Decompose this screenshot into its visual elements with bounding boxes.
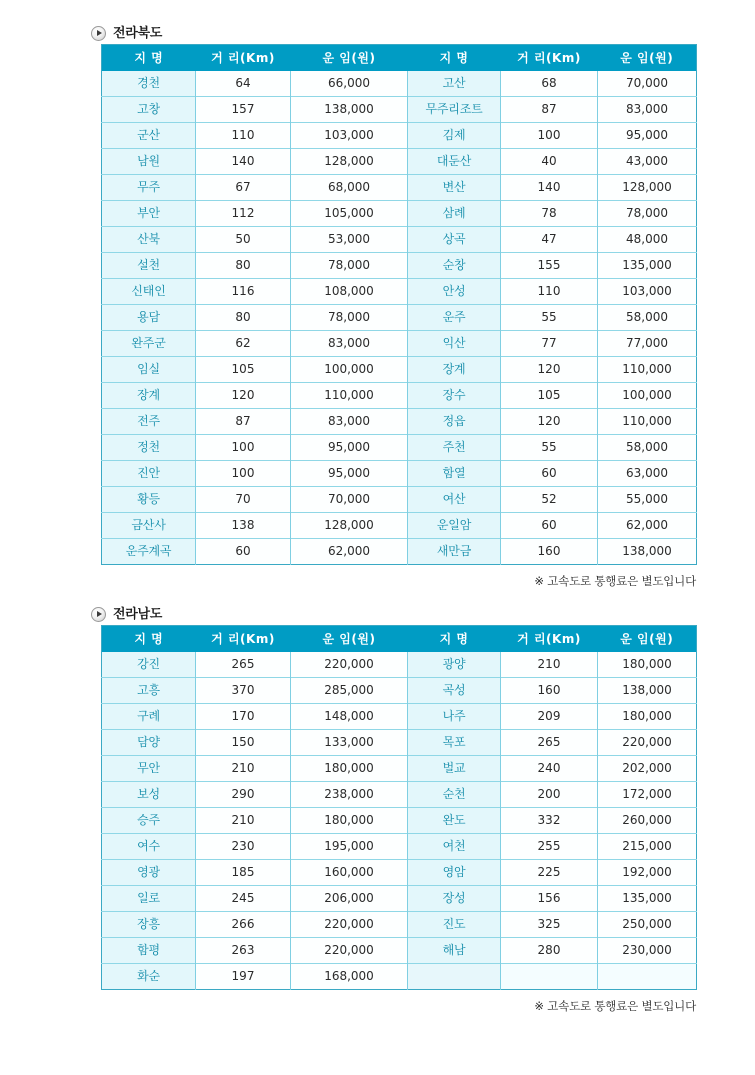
cell-fare: 103,000 [598,279,697,305]
table-body [102,71,697,565]
cell-distance: 263 [196,938,291,964]
cell-place-name: 김제 [408,123,501,149]
cell-fare: 70,000 [598,71,697,97]
column-header-distance-right: 거 리(Km) [501,626,598,653]
cell-place-name: 정천 [102,435,196,461]
cell-place-name: 정읍 [408,409,501,435]
table-row [102,253,697,279]
cell-place-name: 무주 [102,175,196,201]
cell-place-name: 여수 [102,834,196,860]
cell-distance: 266 [196,912,291,938]
table-row [102,539,697,565]
section-jeollanam-do [0,603,755,1014]
cell-place-name: 산북 [102,227,196,253]
cell-fare: 220,000 [598,730,697,756]
cell-distance: 87 [196,409,291,435]
cell-distance: 265 [196,652,291,678]
cell-distance: 62 [196,331,291,357]
column-header-distance-left: 거 리(Km) [196,626,291,653]
cell-distance: 156 [501,886,598,912]
cell-fare: 100,000 [598,383,697,409]
cell-distance: 80 [196,253,291,279]
cell-place-name: 여천 [408,834,501,860]
cell-place-name: 장계 [102,383,196,409]
column-header-distance-right: 거 리(Km) [501,45,598,72]
cell-distance: 197 [196,964,291,990]
table-row [102,704,697,730]
cell-fare: 180,000 [598,652,697,678]
cell-place-name: 경천 [102,71,196,97]
cell-distance: 240 [501,756,598,782]
cell-distance: 50 [196,227,291,253]
cell-fare: 78,000 [598,201,697,227]
cell-fare: 105,000 [291,201,408,227]
cell-distance: 105 [501,383,598,409]
section-title: 전라북도 [113,25,163,41]
table-row [102,461,697,487]
table-row [102,97,697,123]
cell-fare: 195,000 [291,834,408,860]
cell-fare: 68,000 [291,175,408,201]
table-row [102,834,697,860]
cell-fare: 202,000 [598,756,697,782]
cell-distance: 230 [196,834,291,860]
cell-place-name: 용담 [102,305,196,331]
cell-distance: 78 [501,201,598,227]
cell-place-name: 일로 [102,886,196,912]
cell-distance: 209 [501,704,598,730]
cell-distance: 52 [501,487,598,513]
table-row [102,730,697,756]
cell-fare: 230,000 [598,938,697,964]
cell-fare: 138,000 [598,678,697,704]
cell-distance: 325 [501,912,598,938]
cell-distance: 210 [501,652,598,678]
table-row [102,409,697,435]
column-header-fare-right: 운 임(원) [598,626,697,653]
cell-place-name: 남원 [102,149,196,175]
cell-fare: 172,000 [598,782,697,808]
cell-place-name: 승주 [102,808,196,834]
cell-distance: 140 [196,149,291,175]
cell-distance: 40 [501,149,598,175]
cell-fare: 58,000 [598,305,697,331]
cell-distance: 160 [501,539,598,565]
cell-place-name: 장수 [408,383,501,409]
table-row [102,175,697,201]
footnote-note: ※ 고속도로 통행료은 별도입니다 [534,574,696,588]
cell-place-name: 익산 [408,331,501,357]
cell-distance: 290 [196,782,291,808]
cell-place-name: 화순 [102,964,196,990]
cell-fare: 206,000 [291,886,408,912]
cell-fare: 110,000 [598,409,697,435]
cell-distance: 155 [501,253,598,279]
table-header-row [102,626,697,653]
cell-fare: 48,000 [598,227,697,253]
cell-distance: 120 [196,383,291,409]
cell-place-name: 무주리조트 [408,97,501,123]
cell-distance: 185 [196,860,291,886]
table-row [102,678,697,704]
section-title: 전라남도 [113,606,163,622]
cell-place-name: 장계 [408,357,501,383]
cell-fare: 138,000 [291,97,408,123]
cell-fare: 220,000 [291,938,408,964]
section-jeollabuk-do [0,22,755,589]
column-header-name-left: 지 명 [102,45,196,72]
cell-fare: 138,000 [598,539,697,565]
table-row [102,756,697,782]
table-header-row [102,45,697,72]
play-circle-icon [91,607,106,622]
cell-place-name: 장성 [408,886,501,912]
table-row [102,149,697,175]
cell-place-name: 벌교 [408,756,501,782]
table-row [102,782,697,808]
cell-fare: 53,000 [291,227,408,253]
table-row [102,938,697,964]
cell-fare: 58,000 [598,435,697,461]
cell-place-name: 장흥 [102,912,196,938]
cell-distance: 64 [196,71,291,97]
cell-place-name: 보성 [102,782,196,808]
table-row [102,279,697,305]
table-row [102,331,697,357]
cell-place-name: 목포 [408,730,501,756]
cell-distance: 100 [501,123,598,149]
cell-empty [598,964,697,990]
cell-fare: 180,000 [291,756,408,782]
cell-fare: 103,000 [291,123,408,149]
cell-distance: 160 [501,678,598,704]
cell-place-name: 순천 [408,782,501,808]
cell-place-name: 금산사 [102,513,196,539]
cell-place-name: 부안 [102,201,196,227]
cell-place-name: 군산 [102,123,196,149]
cell-empty [501,964,598,990]
cell-fare: 135,000 [598,253,697,279]
table-row [102,964,697,990]
cell-fare: 43,000 [598,149,697,175]
table-row [102,435,697,461]
cell-distance: 138 [196,513,291,539]
cell-fare: 83,000 [598,97,697,123]
cell-place-name: 임실 [102,357,196,383]
cell-distance: 200 [501,782,598,808]
table-row [102,487,697,513]
cell-place-name: 고산 [408,71,501,97]
cell-fare: 110,000 [598,357,697,383]
cell-distance: 332 [501,808,598,834]
cell-empty [408,964,501,990]
cell-fare: 220,000 [291,652,408,678]
cell-fare: 95,000 [598,123,697,149]
cell-fare: 78,000 [291,253,408,279]
cell-place-name: 완주군 [102,331,196,357]
section-header [0,603,755,625]
cell-place-name: 진도 [408,912,501,938]
cell-fare: 83,000 [291,331,408,357]
table-row [102,305,697,331]
column-header-name-right: 지 명 [408,45,501,72]
cell-distance: 210 [196,756,291,782]
cell-place-name: 신태인 [102,279,196,305]
table-row [102,860,697,886]
cell-fare: 168,000 [291,964,408,990]
cell-distance: 55 [501,435,598,461]
column-header-distance-left: 거 리(Km) [196,45,291,72]
cell-place-name: 광양 [408,652,501,678]
cell-distance: 105 [196,357,291,383]
cell-distance: 100 [196,461,291,487]
column-header-fare-left: 운 임(원) [291,626,408,653]
cell-distance: 87 [501,97,598,123]
column-header-name-right: 지 명 [408,626,501,653]
cell-place-name: 운주 [408,305,501,331]
cell-fare: 70,000 [291,487,408,513]
cell-place-name: 담양 [102,730,196,756]
cell-place-name: 운일암 [408,513,501,539]
cell-place-name: 함열 [408,461,501,487]
cell-fare: 108,000 [291,279,408,305]
footnote-note: ※ 고속도로 통행료은 별도입니다 [534,999,696,1013]
section-header [0,22,755,44]
cell-distance: 110 [501,279,598,305]
cell-fare: 180,000 [598,704,697,730]
cell-fare: 128,000 [291,513,408,539]
cell-place-name: 해남 [408,938,501,964]
cell-place-name: 진안 [102,461,196,487]
cell-place-name: 영광 [102,860,196,886]
cell-place-name: 새만금 [408,539,501,565]
cell-distance: 170 [196,704,291,730]
cell-fare: 260,000 [598,808,697,834]
cell-place-name: 삼례 [408,201,501,227]
cell-place-name: 영암 [408,860,501,886]
table-row [102,201,697,227]
cell-fare: 215,000 [598,834,697,860]
cell-distance: 70 [196,487,291,513]
column-header-fare-right: 운 임(원) [598,45,697,72]
cell-place-name: 여산 [408,487,501,513]
cell-place-name: 황등 [102,487,196,513]
cell-fare: 62,000 [598,513,697,539]
cell-distance: 265 [501,730,598,756]
table-row [102,227,697,253]
table-row [102,357,697,383]
play-circle-icon [91,26,106,41]
cell-distance: 140 [501,175,598,201]
cell-distance: 157 [196,97,291,123]
cell-fare: 180,000 [291,808,408,834]
cell-distance: 80 [196,305,291,331]
cell-fare: 135,000 [598,886,697,912]
cell-fare: 238,000 [291,782,408,808]
column-header-name-left: 지 명 [102,626,196,653]
table-row [102,886,697,912]
cell-distance: 255 [501,834,598,860]
cell-distance: 245 [196,886,291,912]
cell-fare: 78,000 [291,305,408,331]
cell-place-name: 안성 [408,279,501,305]
cell-fare: 55,000 [598,487,697,513]
fare-table-jeollanam-do [101,625,697,990]
cell-fare: 95,000 [291,435,408,461]
cell-distance: 68 [501,71,598,97]
fare-table-jeollabuk-do [101,44,697,565]
cell-distance: 210 [196,808,291,834]
cell-distance: 280 [501,938,598,964]
cell-place-name: 완도 [408,808,501,834]
cell-place-name: 주천 [408,435,501,461]
cell-place-name: 구례 [102,704,196,730]
cell-fare: 63,000 [598,461,697,487]
cell-distance: 100 [196,435,291,461]
cell-distance: 60 [501,461,598,487]
cell-fare: 285,000 [291,678,408,704]
cell-place-name: 무안 [102,756,196,782]
table-row [102,912,697,938]
cell-fare: 192,000 [598,860,697,886]
table-row [102,513,697,539]
cell-distance: 225 [501,860,598,886]
cell-fare: 128,000 [598,175,697,201]
table-row [102,383,697,409]
cell-distance: 67 [196,175,291,201]
cell-place-name: 상곡 [408,227,501,253]
cell-fare: 62,000 [291,539,408,565]
table-body [102,652,697,990]
cell-fare: 160,000 [291,860,408,886]
cell-distance: 150 [196,730,291,756]
cell-distance: 110 [196,123,291,149]
cell-fare: 77,000 [598,331,697,357]
cell-distance: 112 [196,201,291,227]
cell-distance: 116 [196,279,291,305]
cell-fare: 250,000 [598,912,697,938]
cell-distance: 120 [501,357,598,383]
cell-fare: 128,000 [291,149,408,175]
cell-distance: 60 [196,539,291,565]
cell-place-name: 변산 [408,175,501,201]
table-row [102,123,697,149]
cell-fare: 95,000 [291,461,408,487]
cell-place-name: 전주 [102,409,196,435]
column-header-fare-left: 운 임(원) [291,45,408,72]
cell-place-name: 순창 [408,253,501,279]
cell-fare: 148,000 [291,704,408,730]
table-row [102,652,697,678]
cell-fare: 110,000 [291,383,408,409]
cell-place-name: 대둔산 [408,149,501,175]
cell-place-name: 설천 [102,253,196,279]
cell-distance: 370 [196,678,291,704]
cell-place-name: 나주 [408,704,501,730]
cell-fare: 66,000 [291,71,408,97]
cell-place-name: 고흥 [102,678,196,704]
cell-distance: 55 [501,305,598,331]
cell-distance: 120 [501,409,598,435]
table-row [102,71,697,97]
cell-fare: 100,000 [291,357,408,383]
cell-place-name: 함평 [102,938,196,964]
cell-place-name: 곡성 [408,678,501,704]
cell-place-name: 고창 [102,97,196,123]
cell-place-name: 강진 [102,652,196,678]
table-row [102,808,697,834]
cell-fare: 133,000 [291,730,408,756]
cell-fare: 220,000 [291,912,408,938]
cell-distance: 60 [501,513,598,539]
cell-distance: 47 [501,227,598,253]
cell-distance: 77 [501,331,598,357]
cell-fare: 83,000 [291,409,408,435]
cell-place-name: 운주계곡 [102,539,196,565]
